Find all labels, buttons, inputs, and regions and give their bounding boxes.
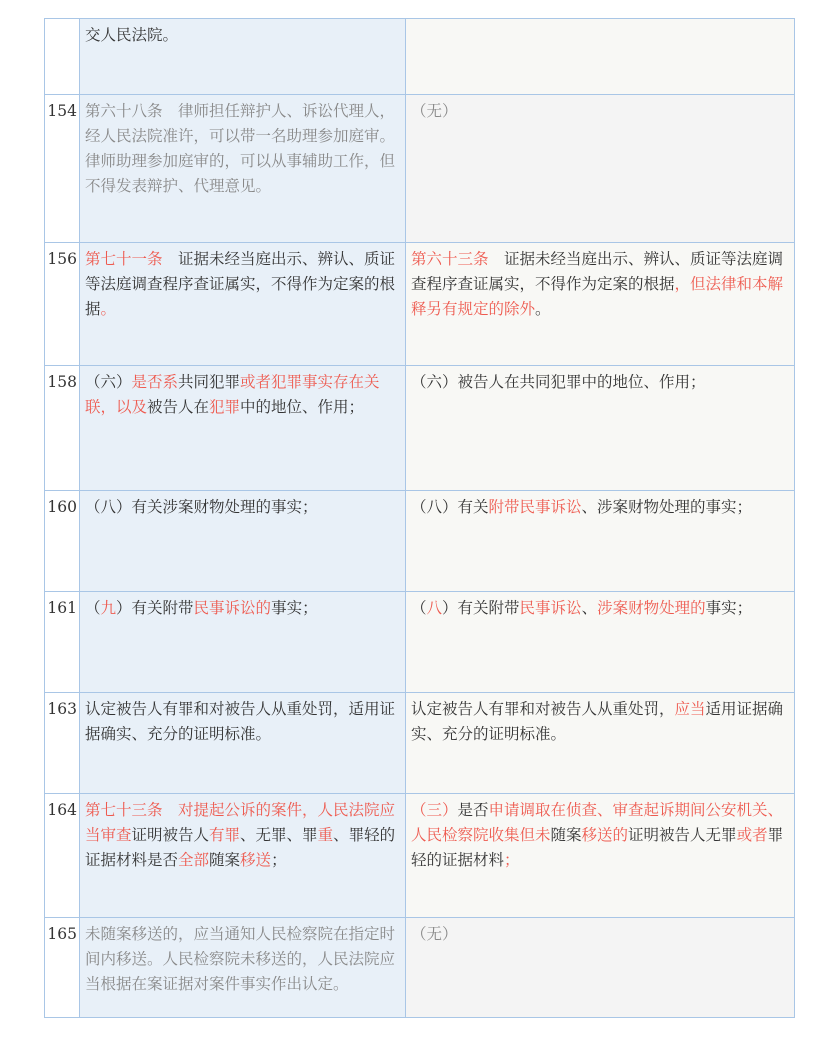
highlighted-text: 第七十一条 [85,250,163,268]
provision-text: 未随案移送的，应当通知人民检察院在指定时间内移送。人民检察院未移送的，人民法院应当根据在案证据对案件事实作出认定。 [85,925,396,993]
highlighted-text: 移送的 [581,826,629,844]
new-provision-cell [80,794,406,918]
new-provision-cell [80,243,406,366]
highlighted-text: 民事诉讼的 [193,599,272,617]
provision-text: （八）有关涉案财物处理的事实； [85,498,318,516]
highlighted-text: 重 [317,826,334,844]
table-body [45,19,795,1018]
highlighted-text: 九 [100,599,117,617]
provision-text: 随案 [550,826,582,844]
provision-text: 事实； [705,599,753,617]
table-row [45,794,795,918]
provision-text: 证据未经当庭出示、辨认、质证等法庭调查程序查证属实，不得作为定案的根据 [85,250,396,318]
comparison-table [44,18,795,1018]
highlighted-text: 或者犯罪事实存在关联，以及 [85,373,380,416]
highlighted-text: 八 [426,599,443,617]
row-number: 161 [45,592,80,693]
provision-text: 证据未经当庭出示、辨认、质证等法庭调查程序查证属实，不得作为定案的根据 [411,250,784,293]
provision-text: 证明被告人无罪 [628,826,737,844]
highlighted-text: 涉案财物处理的 [597,599,706,617]
provision-text: 、 [581,599,598,617]
provision-text: （无） [411,925,458,943]
highlighted-text: 移送 [240,851,272,869]
highlighted-text: 有罪 [209,826,241,844]
highlighted-text: ； [504,851,520,869]
provision-text: ）有关附带 [116,599,194,617]
row-number: 163 [45,693,80,794]
provision-text: 。 [535,300,551,318]
table-row [45,243,795,366]
old-provision-cell [406,693,795,794]
provision-text: 共同犯罪 [178,373,241,391]
provision-text: （ [411,599,427,617]
provision-text: （无） [411,102,458,120]
row-number [45,19,80,95]
provision-text: 适用证据确实、充分的证明标准。 [411,700,784,743]
old-provision-cell [406,95,795,243]
provision-text: 交人民法院。 [85,26,179,44]
table-row [45,693,795,794]
highlighted-text: 全部 [178,851,210,869]
table-row [45,366,795,491]
provision-text: 是否 [457,801,489,819]
row-number: 156 [45,243,80,366]
provision-text: 证明被告人 [131,826,210,844]
table-row [45,491,795,592]
table-row [45,592,795,693]
old-provision-cell [406,592,795,693]
provision-text: （ [85,599,101,617]
old-provision-cell [406,19,795,95]
provision-text: 被告人在 [147,398,210,416]
provision-text: （六）被告人在共同犯罪中的地位、作用； [411,373,706,391]
old-provision-cell [406,918,795,1018]
new-provision-cell [80,693,406,794]
new-provision-cell [80,491,406,592]
highlighted-text: 。 [100,300,117,318]
table-row [45,19,795,95]
old-provision-cell [406,794,795,918]
new-provision-cell [80,918,406,1018]
row-number: 165 [45,918,80,1018]
new-provision-cell [80,592,406,693]
provision-text: 事实； [271,599,318,617]
new-provision-cell [80,19,406,95]
old-provision-cell [406,366,795,491]
provision-text: 、无罪、罪 [240,826,318,844]
provision-text: （六） [85,373,132,391]
provision-text: 第六十八条 律师担任辩护人、诉讼代理人，经人民法院准许，可以带一名助理参加庭审。律师助理参加庭审的，可以从事辅助工作，但不得发表辩护、代理意见。 [85,102,396,195]
row-number: 158 [45,366,80,491]
new-provision-cell [80,95,406,243]
provision-text: 、罪轻的证据材料是否 [85,826,396,869]
highlighted-text: 犯罪 [209,398,241,416]
highlighted-text: 申请调取在侦查、审查起诉期间公安机关、人民检察院收集但未 [411,801,784,844]
row-number: 154 [45,95,80,243]
old-provision-cell [406,243,795,366]
table-row [45,95,795,243]
highlighted-text: 第六十三条 [411,250,489,268]
table-row [45,918,795,1018]
old-provision-cell [406,491,795,592]
provision-text: （八）有关 [411,498,489,516]
new-provision-cell [80,366,406,491]
provision-text: 随案 [209,851,241,869]
provision-text: 中的地位、作用； [240,398,365,416]
provision-text: 罪轻的证据材料 [411,826,784,869]
provision-text: 认定被告人有罪和对被告人从重处罚， [411,700,675,718]
highlighted-text: 附带民事诉讼 [488,498,582,516]
highlighted-text: 或者 [736,826,768,844]
highlighted-text: 应当 [674,700,706,718]
provision-text: 、涉案财物处理的事实； [581,498,753,516]
highlighted-text: 是否系 [131,373,179,391]
highlighted-text: 第七十三条 对提起公诉的案件，人民法院应当审查 [85,801,396,844]
highlighted-text: 民事诉讼 [519,599,582,617]
highlighted-text: （三） [411,801,458,819]
provision-text: ； [271,851,287,869]
provision-text: ）有关附带 [442,599,520,617]
row-number: 160 [45,491,80,592]
row-number: 164 [45,794,80,918]
provision-text: 认定被告人有罪和对被告人从重处罚，适用证据确实、充分的证明标准。 [85,700,396,743]
highlighted-text: ，但法律和本解释另有规定的除外 [411,275,784,318]
